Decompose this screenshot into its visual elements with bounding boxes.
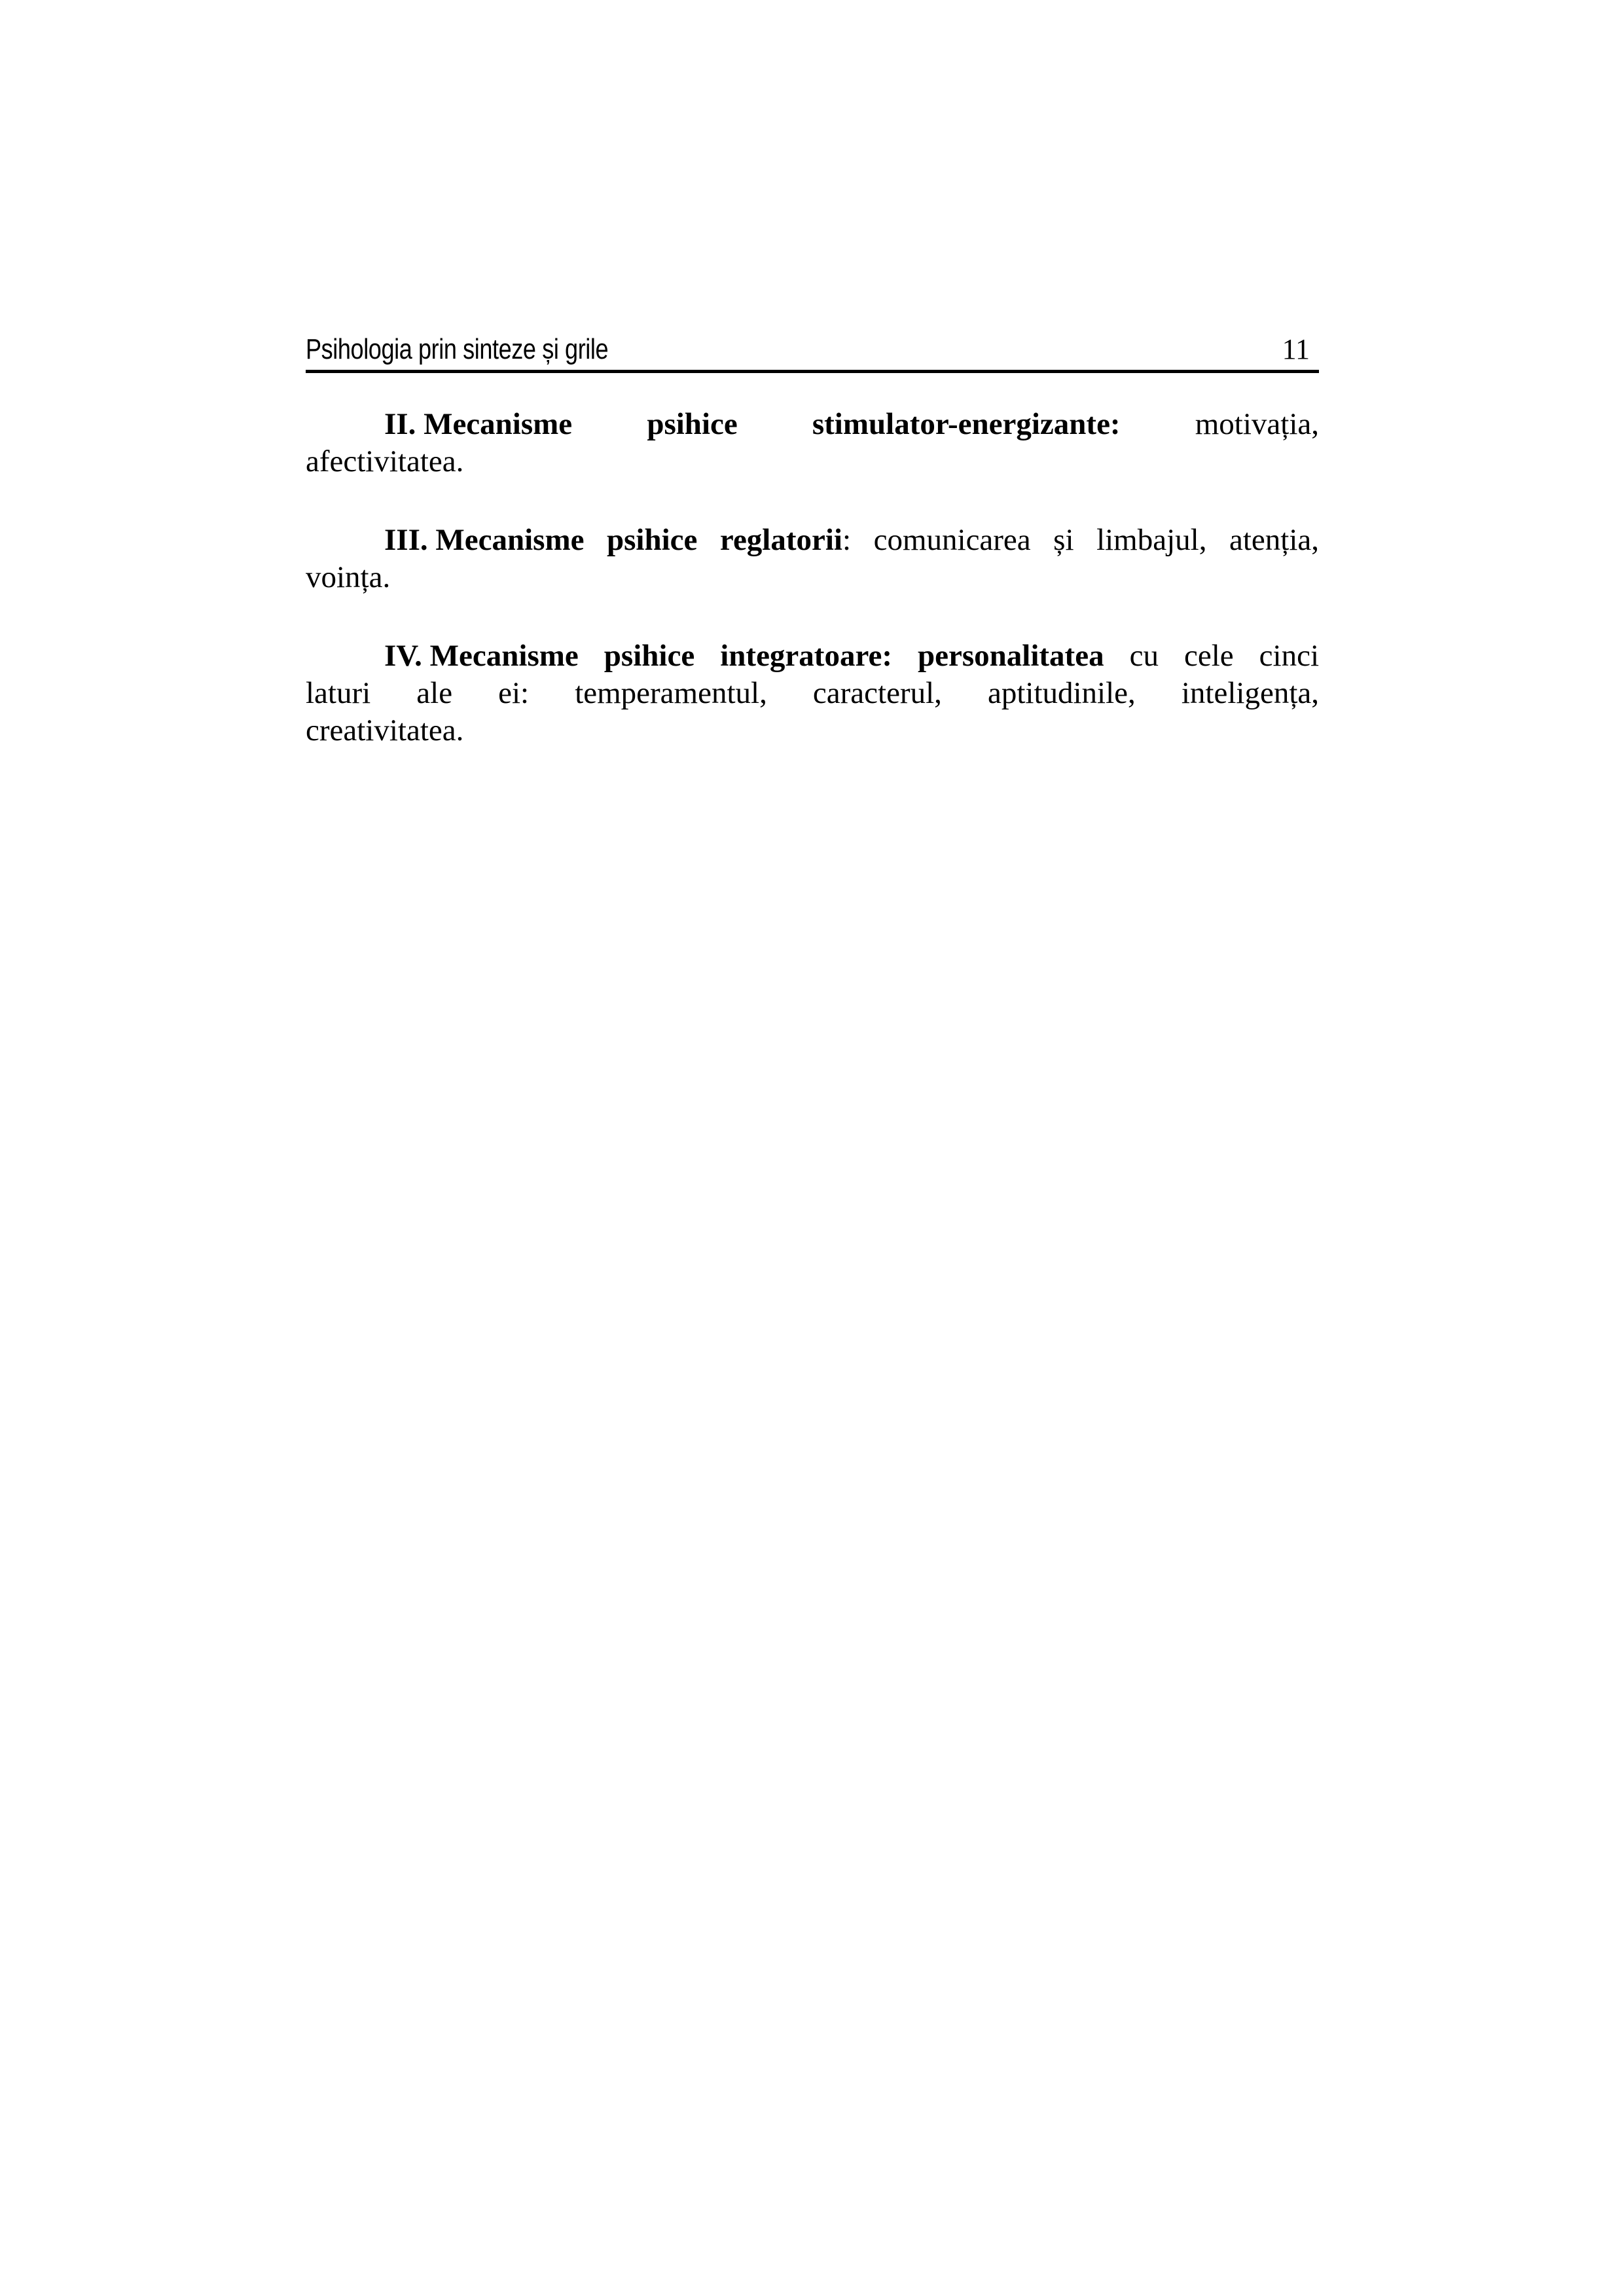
text-line: [306, 406, 1319, 443]
header-rule: [306, 370, 1319, 373]
regular-run: voința.: [306, 560, 391, 594]
regular-run: motivația,: [1120, 407, 1320, 441]
text-line: [306, 522, 1319, 559]
paragraph-mecanisme-reglatorii: [306, 522, 1319, 596]
regular-run: afectivitatea.: [306, 444, 464, 478]
text-line: [306, 637, 1319, 675]
page-content: [306, 406, 1319, 791]
regular-run: cu cele cinci: [1104, 639, 1319, 673]
page-header: [306, 331, 1319, 368]
bold-run: psihice reglatorii: [584, 523, 842, 557]
bold-run: psihice stimulator-energizante:: [572, 407, 1121, 441]
regular-run: laturi ale ei: temperamentul, caracterul, aptitudinile, inteligența,: [306, 676, 1319, 710]
list-number-and-lead-word: II. Mecanisme: [384, 407, 573, 441]
list-number-and-lead-word: IV. Mecanisme: [384, 639, 579, 673]
text-line: [306, 712, 1319, 749]
list-number-and-lead-word: III. Mecanisme: [384, 523, 585, 557]
bold-run: psihice integratoare: personalitatea: [578, 639, 1104, 673]
page-number: 11: [1282, 333, 1310, 365]
text-line: [306, 559, 1319, 596]
text-line: [306, 675, 1319, 712]
paragraph-mecanisme-stimulator-energizante: [306, 406, 1319, 480]
regular-run: : comunicarea și limbajul, atenția,: [842, 523, 1320, 557]
regular-run: creativitatea.: [306, 713, 464, 747]
running-header-title: Psihologia prin sinteze și grile: [306, 333, 609, 365]
paragraph-mecanisme-integratoare: [306, 637, 1319, 749]
text-line: [306, 443, 1319, 480]
